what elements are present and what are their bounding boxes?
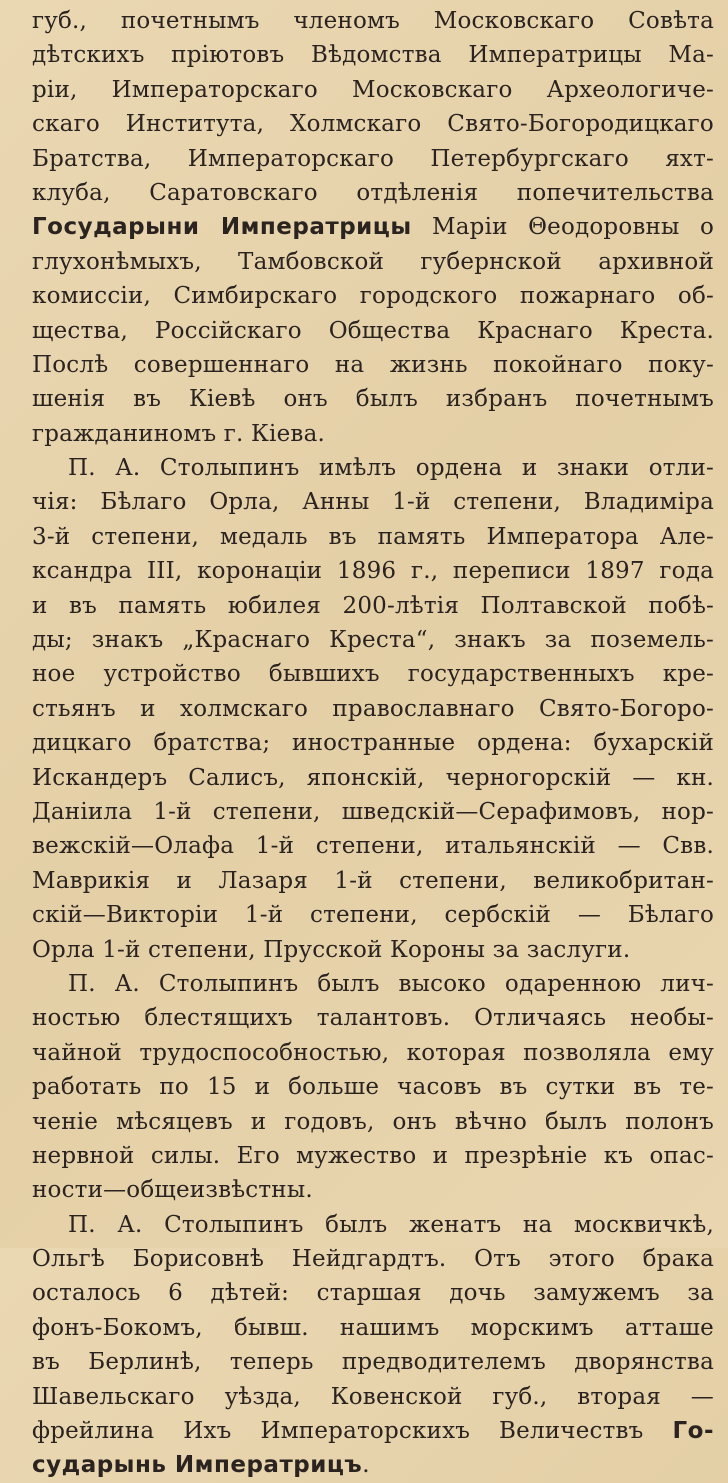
- text-line: [32, 38, 714, 72]
- text-line: [32, 829, 714, 863]
- text-line: [32, 589, 714, 623]
- text-line: [32, 1105, 714, 1139]
- text-line: [32, 761, 714, 795]
- line-text: П. А. Столыпинъ имѣлъ ордена и знаки отли-: [68, 455, 714, 482]
- text-line: [32, 898, 714, 932]
- line-text: П. А. Столыпинъ былъ женатъ на москвичкѣ,: [68, 1211, 714, 1238]
- text-line: [32, 4, 714, 38]
- text-line: [32, 245, 714, 279]
- line-text: комиссіи, Симбирскаго городского пожарнаго об-: [32, 283, 714, 310]
- text-line: [32, 1276, 714, 1310]
- text-line: [32, 1380, 714, 1414]
- line-text: .: [362, 1452, 370, 1479]
- line-text: работать по 15 и больше часовъ въ сутки въ те-: [32, 1074, 714, 1101]
- line-text: Орла 1-й степени, Прусской Короны за заслуги.: [32, 936, 631, 963]
- text-line: [32, 1001, 714, 1035]
- text-line: [32, 1070, 714, 1104]
- text-line: [32, 1139, 714, 1173]
- line-text: П. А. Столыпинъ былъ высоко одаренною лич-: [68, 970, 714, 997]
- line-text: глухонѣмыхъ, Тамбовской губернской архивной: [32, 248, 714, 275]
- line-text: Маврикія и Лазаря 1-й степени, великобритан-: [32, 867, 714, 894]
- text-line: [32, 726, 714, 760]
- line-text: стьянъ и холмскаго православнаго Свято-Богоро-: [32, 695, 714, 722]
- line-text: Ольгѣ Борисовнѣ Нейдгардтъ. Отъ этого брака: [32, 1246, 714, 1273]
- bold-text: сударынь Императрицъ: [32, 1452, 363, 1479]
- text-line: [32, 1173, 714, 1207]
- text-line: [32, 692, 714, 726]
- text-line: [32, 520, 714, 554]
- line-text: въ Берлинѣ, теперь предводителемъ дворянства: [32, 1349, 714, 1376]
- text-line: [32, 967, 714, 1001]
- line-text: ріи, Императорскаго Московскаго Археологиче-: [32, 76, 714, 103]
- line-text: дицкаго братства; иностранные ордена: бухарскій: [32, 730, 714, 757]
- line-text: осталось 6 дѣтей: старшая дочь замужемъ за: [32, 1280, 714, 1307]
- text-line: [32, 1208, 714, 1242]
- line-text: Маріи Θеодоровны о: [411, 214, 714, 241]
- line-text: и въ память юбилея 200-лѣтія Полтавской побѣ-: [32, 592, 714, 619]
- text-line: [32, 657, 714, 691]
- line-text: 3-й степени, медаль въ память Императора Але-: [32, 523, 714, 550]
- text-line: [32, 623, 714, 657]
- text-line: [32, 1036, 714, 1070]
- line-text: дѣтскихъ пріютовъ Вѣдомства Императрицы Ма-: [32, 42, 714, 69]
- line-text: нервной силы. Его мужество и презрѣніе къ опас-: [32, 1142, 714, 1169]
- text-line: [32, 417, 714, 451]
- bold-text: Го-: [672, 1418, 714, 1445]
- line-text: чайной трудоспособностью, которая позволяла ему: [32, 1039, 714, 1066]
- text-line: [32, 73, 714, 107]
- line-text: щества, Россійскаго Общества Краснаго Креста.: [32, 317, 714, 344]
- line-text: Послѣ совершеннаго на жизнь покойнаго поку-: [32, 351, 714, 378]
- text-line: [32, 1311, 714, 1345]
- text-line: [32, 1345, 714, 1379]
- line-text: ченіе мѣсяцевъ и годовъ, онъ вѣчно былъ полонъ: [32, 1108, 714, 1135]
- text-line: [32, 1414, 714, 1448]
- line-text: Искандеръ Салисъ, японскій, черногорскій — кн.: [32, 764, 714, 791]
- text-line: [32, 348, 714, 382]
- text-line: [32, 382, 714, 416]
- line-text: клуба, Саратовскаго отдѣленія попечительства: [32, 179, 714, 206]
- line-text: чія: Бѣлаго Орла, Анны 1-й степени, Владиміра: [32, 489, 714, 516]
- text-line: [32, 451, 714, 485]
- text-line: [32, 142, 714, 176]
- bold-text: Государыни Императрицы: [32, 214, 412, 241]
- line-text: ностью блестящихъ талантовъ. Отличаясь необы-: [32, 1005, 714, 1032]
- line-text: фрейлина Ихъ Императорскихъ Величествъ: [32, 1418, 673, 1445]
- text-line: [32, 554, 714, 588]
- text-line: [32, 1242, 714, 1276]
- line-text: вежскій—Олафа 1-й степени, итальянскій — Свв.: [32, 833, 714, 860]
- text-line: [32, 1448, 714, 1482]
- line-text: ксандра III, коронаціи 1896 г., переписи 1897 года: [32, 558, 714, 585]
- text-line: [32, 176, 714, 210]
- line-text: Шавельскаго уѣзда, Ковенской губ., вторая —: [32, 1383, 714, 1410]
- text-line: [32, 314, 714, 348]
- line-text: фонъ-Бокомъ, бывш. нашимъ морскимъ атташе: [32, 1314, 714, 1341]
- text-line: [32, 279, 714, 313]
- text-line: [32, 864, 714, 898]
- text-line: [32, 795, 714, 829]
- line-text: губ., почетнымъ членомъ Московскаго Совѣта: [32, 8, 714, 34]
- line-text: ности—общеизвѣстны.: [32, 1177, 313, 1204]
- text-line: [32, 933, 714, 967]
- line-text: ное устройство бывшихъ государственныхъ кре-: [32, 661, 714, 688]
- line-text: скаго Института, Холмскаго Свято-Богородицкаго: [32, 111, 714, 138]
- line-text: гражданиномъ г. Кіева.: [32, 420, 326, 447]
- line-text: Братства, Императорскаго Петербургскаго яхт-: [32, 145, 714, 172]
- text-line: [32, 485, 714, 519]
- text-line: [32, 210, 714, 244]
- line-text: Даніила 1-й степени, шведскій—Серафимовъ, нор-: [32, 798, 714, 825]
- text-line: [32, 107, 714, 141]
- line-text: скій—Викторіи 1-й степени, сербскій — Бѣлаго: [32, 902, 714, 929]
- line-text: ды; знакъ „Краснаго Креста“, знакъ за поземель-: [32, 627, 714, 654]
- line-text: шенія въ Кіевѣ онъ былъ избранъ почетнымъ: [32, 386, 714, 413]
